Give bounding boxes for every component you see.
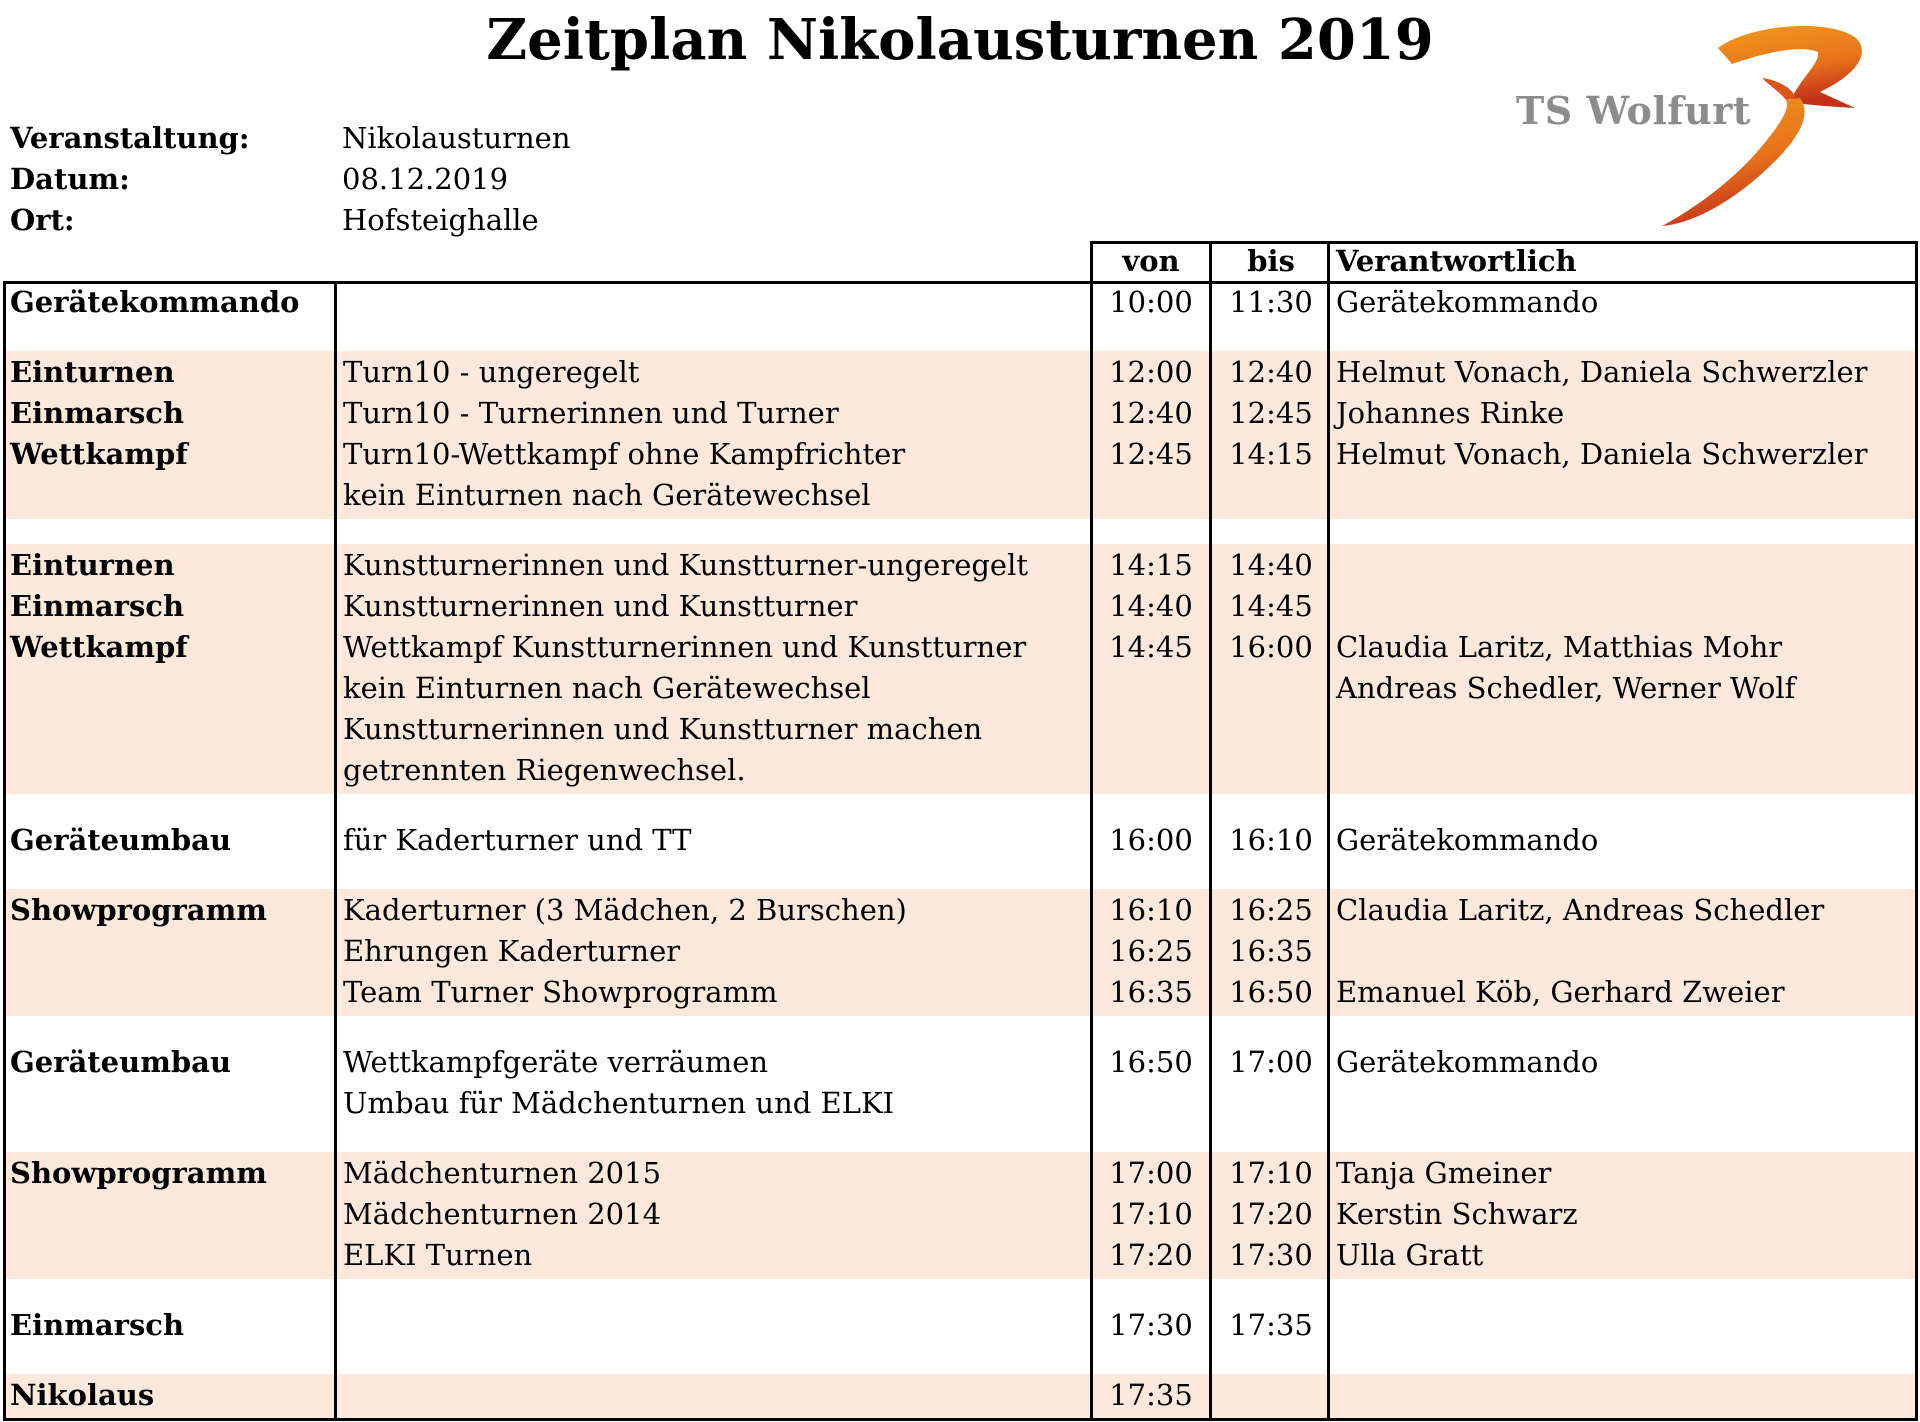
cell-description: Kunstturnerinnen und Kunstturner-ungeregelt xyxy=(343,548,1029,582)
cell-name: Gerätekommando xyxy=(10,285,300,319)
cell-von: 12:00 xyxy=(1109,355,1193,389)
cell-von: 16:10 xyxy=(1109,893,1193,927)
cell-von: 12:45 xyxy=(1109,437,1193,471)
table-bottom-border xyxy=(3,1418,1918,1421)
header-von: von xyxy=(1122,244,1180,278)
cell-responsible: Johannes Rinke xyxy=(1336,396,1565,430)
cell-von: 10:00 xyxy=(1109,285,1193,319)
cell-description: ELKI Turnen xyxy=(343,1238,533,1272)
cell-name: Einturnen xyxy=(10,548,175,582)
meta-label: Datum: xyxy=(10,162,130,196)
table-left-border xyxy=(3,281,6,1418)
cell-bis: 14:15 xyxy=(1229,437,1313,471)
meta-value: 08.12.2019 xyxy=(342,162,509,196)
cell-responsible: Gerätekommando xyxy=(1336,823,1599,857)
header-bottom-border xyxy=(3,281,1918,284)
cell-bis: 16:10 xyxy=(1229,823,1313,857)
cell-description: Kunstturnerinnen und Kunstturner machen xyxy=(343,712,983,746)
cell-responsible: Claudia Laritz, Andreas Schedler xyxy=(1336,893,1825,927)
meta-value: Hofsteighalle xyxy=(342,203,539,237)
cell-bis: 11:30 xyxy=(1229,285,1313,319)
cell-bis: 12:45 xyxy=(1229,396,1313,430)
header-bis: bis xyxy=(1247,244,1295,278)
group-band xyxy=(3,1152,1917,1279)
cell-von: 17:30 xyxy=(1109,1308,1193,1342)
cell-von: 14:40 xyxy=(1109,589,1193,623)
cell-von: 17:20 xyxy=(1109,1238,1193,1272)
cell-bis: 16:25 xyxy=(1229,893,1313,927)
cell-responsible: Andreas Schedler, Werner Wolf xyxy=(1336,671,1796,705)
meta-label: Ort: xyxy=(10,203,75,237)
cell-bis: 16:50 xyxy=(1229,975,1313,1009)
cell-name: Geräteumbau xyxy=(10,1045,232,1079)
cell-responsible: Helmut Vonach, Daniela Schwerzler xyxy=(1336,355,1868,389)
cell-description: Turn10 - ungeregelt xyxy=(343,355,640,389)
cell-von: 17:35 xyxy=(1109,1378,1193,1412)
logo-text: TS Wolfurt xyxy=(1516,88,1751,133)
cell-von: 14:15 xyxy=(1109,548,1193,582)
column-divider xyxy=(1090,241,1093,1418)
column-divider xyxy=(334,281,337,1418)
cell-description: Kunstturnerinnen und Kunstturner xyxy=(343,589,858,623)
cell-responsible: Helmut Vonach, Daniela Schwerzler xyxy=(1336,437,1868,471)
cell-name: Nikolaus xyxy=(10,1378,155,1412)
cell-description: kein Einturnen nach Gerätewechsel xyxy=(343,671,871,705)
cell-responsible: Kerstin Schwarz xyxy=(1336,1197,1578,1231)
cell-description: Mädchenturnen 2014 xyxy=(343,1197,662,1231)
column-divider xyxy=(1327,241,1330,1418)
cell-responsible: Tanja Gmeiner xyxy=(1336,1156,1552,1190)
cell-bis: 17:00 xyxy=(1229,1045,1313,1079)
cell-von: 12:40 xyxy=(1109,396,1193,430)
cell-von: 14:45 xyxy=(1109,630,1193,664)
cell-name: Geräteumbau xyxy=(10,823,232,857)
cell-description: Wettkampf Kunstturnerinnen und Kunstturner xyxy=(343,630,1027,664)
header-verantwortlich: Verantwortlich xyxy=(1336,244,1577,278)
group-band xyxy=(3,1374,1917,1419)
cell-description: Turn10-Wettkampf ohne Kampfrichter xyxy=(343,437,906,471)
cell-bis: 17:35 xyxy=(1229,1308,1313,1342)
cell-description: für Kaderturner und TT xyxy=(343,823,692,857)
cell-von: 17:10 xyxy=(1109,1197,1193,1231)
cell-bis: 14:45 xyxy=(1229,589,1313,623)
cell-bis: 14:40 xyxy=(1229,548,1313,582)
meta-label: Veranstaltung: xyxy=(10,121,250,155)
cell-responsible: Gerätekommando xyxy=(1336,1045,1599,1079)
cell-description: Umbau für Mädchenturnen und ELKI xyxy=(343,1086,895,1120)
cell-von: 16:00 xyxy=(1109,823,1193,857)
cell-von: 16:25 xyxy=(1109,934,1193,968)
cell-bis: 16:00 xyxy=(1229,630,1313,664)
cell-name: Einmarsch xyxy=(10,1308,185,1342)
cell-name: Wettkampf xyxy=(10,437,188,471)
cell-responsible: Claudia Laritz, Matthias Mohr xyxy=(1336,630,1783,664)
cell-name: Showprogramm xyxy=(10,893,267,927)
cell-description: Team Turner Showprogramm xyxy=(343,975,778,1009)
cell-name: Showprogramm xyxy=(10,1156,267,1190)
cell-description: Mädchenturnen 2015 xyxy=(343,1156,662,1190)
header-top-border xyxy=(1090,241,1918,244)
cell-bis: 17:30 xyxy=(1229,1238,1313,1272)
cell-description: Kaderturner (3 Mädchen, 2 Burschen) xyxy=(343,893,907,927)
cell-description: Ehrungen Kaderturner xyxy=(343,934,681,968)
cell-bis: 16:35 xyxy=(1229,934,1313,968)
table-right-border xyxy=(1915,241,1918,1418)
cell-responsible: Emanuel Köb, Gerhard Zweier xyxy=(1336,975,1785,1009)
cell-bis: 17:10 xyxy=(1229,1156,1313,1190)
meta-value: Nikolausturnen xyxy=(342,121,571,155)
cell-von: 16:50 xyxy=(1109,1045,1193,1079)
cell-name: Einmarsch xyxy=(10,589,185,623)
cell-description: getrennten Riegenwechsel. xyxy=(343,753,746,787)
column-divider xyxy=(1209,241,1212,1418)
cell-bis: 12:40 xyxy=(1229,355,1313,389)
cell-name: Wettkampf xyxy=(10,630,188,664)
cell-bis: 17:20 xyxy=(1229,1197,1313,1231)
cell-von: 17:00 xyxy=(1109,1156,1193,1190)
cell-von: 16:35 xyxy=(1109,975,1193,1009)
cell-description: Wettkampfgeräte verräumen xyxy=(343,1045,769,1079)
cell-description: Turn10 - Turnerinnen und Turner xyxy=(343,396,839,430)
cell-responsible: Gerätekommando xyxy=(1336,285,1599,319)
cell-responsible: Ulla Gratt xyxy=(1336,1238,1484,1272)
page-title: Zeitplan Nikolausturnen 2019 xyxy=(486,7,1434,73)
cell-name: Einturnen xyxy=(10,355,175,389)
cell-description: kein Einturnen nach Gerätewechsel xyxy=(343,478,871,512)
cell-name: Einmarsch xyxy=(10,396,185,430)
